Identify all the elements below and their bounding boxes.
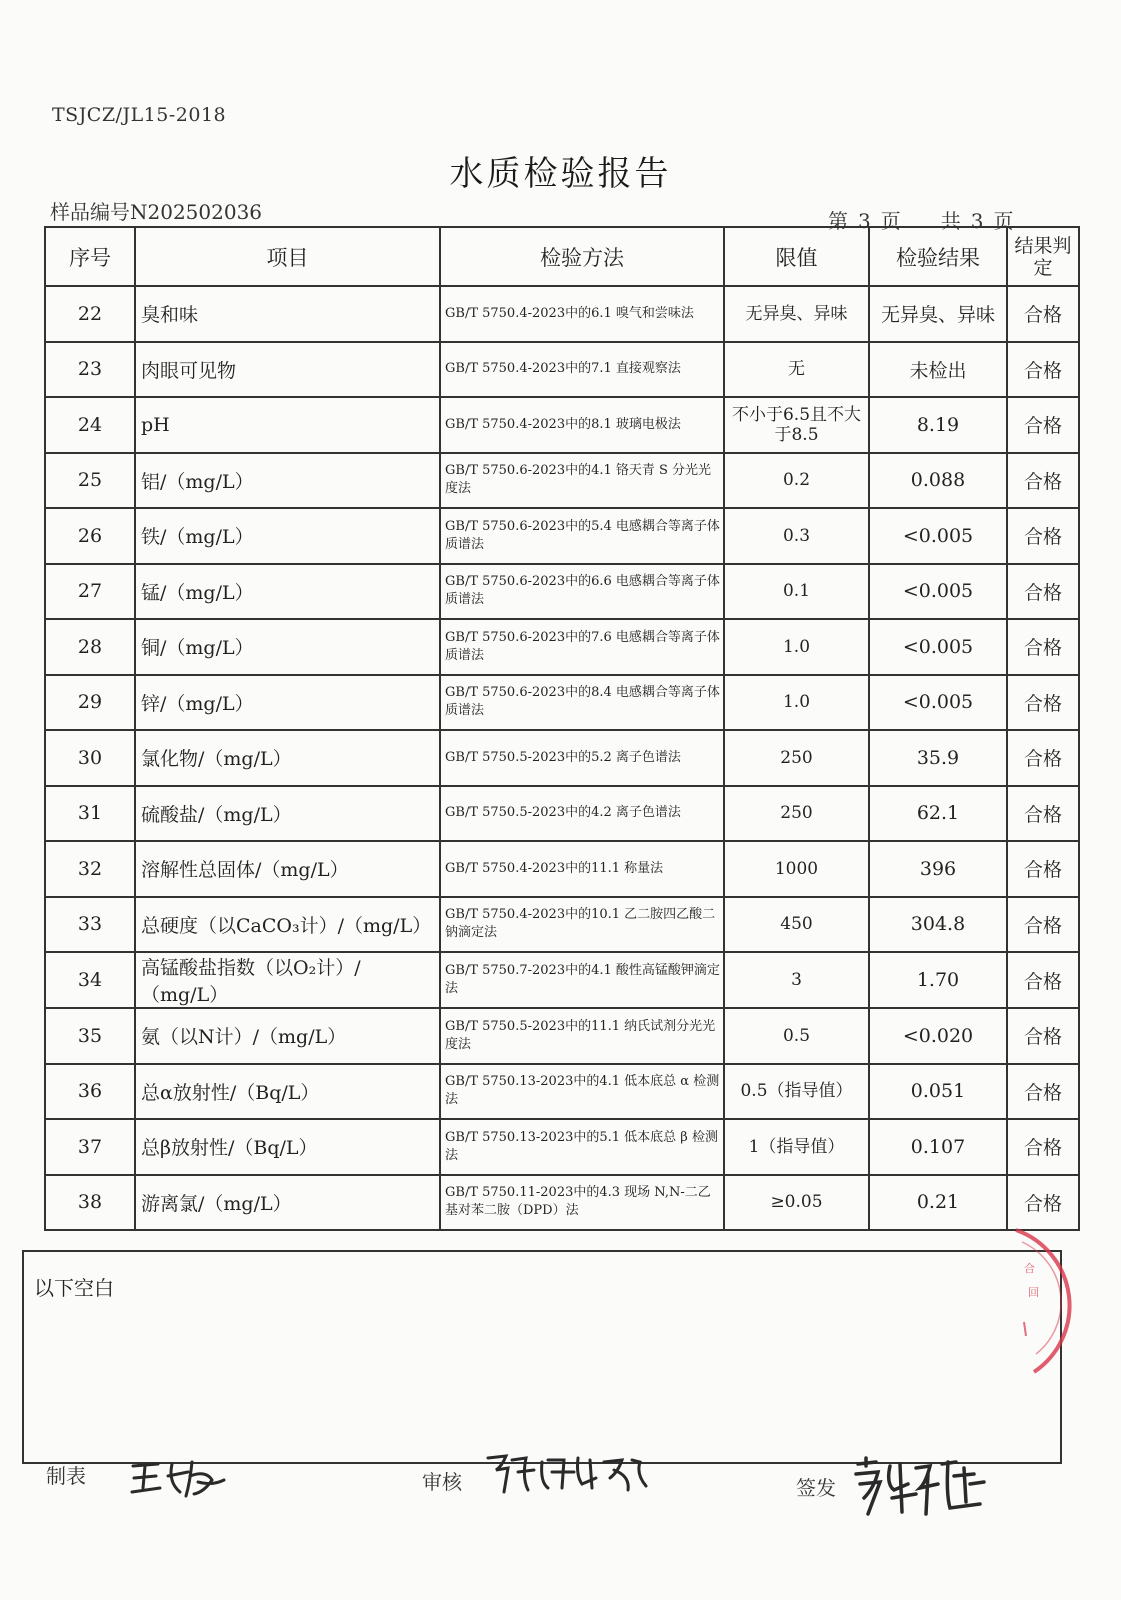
verdict-cell: 合格	[1007, 952, 1079, 1008]
page-word: 页	[880, 209, 901, 233]
row-number-cell: 24	[45, 397, 135, 453]
item-cell: 铁/（mg/L）	[135, 508, 440, 564]
result-cell: 未检出	[869, 342, 1007, 398]
col-header-no: 序号	[45, 227, 135, 286]
result-cell: 无异臭、异味	[869, 286, 1007, 342]
total-prefix: 共	[940, 209, 961, 233]
table-row	[45, 952, 1079, 1008]
table-header-row	[45, 227, 1079, 286]
method-cell: GB/T 5750.4-2023中的8.1 玻璃电极法	[440, 397, 724, 453]
limit-cell: 无	[724, 342, 869, 398]
limit-cell: 1.0	[724, 619, 869, 675]
row-number-cell: 28	[45, 619, 135, 675]
item-cell: 硫酸盐/（mg/L）	[135, 786, 440, 842]
table-row	[45, 453, 1079, 509]
row-number-cell: 26	[45, 508, 135, 564]
approved-by-signature	[850, 1454, 990, 1522]
verdict-cell: 合格	[1007, 841, 1079, 897]
verdict-cell: 合格	[1007, 1008, 1079, 1064]
results-table	[44, 226, 1080, 1231]
limit-cell: 无异臭、异味	[724, 286, 869, 342]
row-number-cell: 30	[45, 730, 135, 786]
result-cell: <0.005	[869, 675, 1007, 731]
verdict-cell: 合格	[1007, 1175, 1079, 1231]
svg-text:合: 合	[1024, 1262, 1035, 1275]
limit-cell: 1（指导值）	[724, 1119, 869, 1175]
item-cell: 游离氯/（mg/L）	[135, 1175, 440, 1231]
limit-cell: 450	[724, 897, 869, 953]
table-row	[45, 508, 1079, 564]
col-header-item: 项目	[135, 227, 440, 286]
result-cell: 396	[869, 841, 1007, 897]
item-cell: pH	[135, 397, 440, 453]
row-number-cell: 27	[45, 564, 135, 620]
method-cell: GB/T 5750.13-2023中的4.1 低本底总 α 检测法	[440, 1064, 724, 1120]
method-cell: GB/T 5750.4-2023中的11.1 称量法	[440, 841, 724, 897]
limit-cell: 1.0	[724, 675, 869, 731]
reviewed-by-signature	[482, 1448, 652, 1498]
verdict-cell: 合格	[1007, 564, 1079, 620]
table-row	[45, 841, 1079, 897]
document-code: TSJCZ/JL15-2018	[52, 104, 227, 126]
result-cell: 0.107	[869, 1119, 1007, 1175]
table-row	[45, 619, 1079, 675]
table-row	[45, 342, 1079, 398]
notes-area	[22, 1250, 1062, 1464]
verdict-cell: 合格	[1007, 342, 1079, 398]
result-cell: 35.9	[869, 730, 1007, 786]
method-cell: GB/T 5750.6-2023中的8.4 电感耦合等离子体质谱法	[440, 675, 724, 731]
col-header-limit: 限值	[724, 227, 869, 286]
table-row	[45, 1064, 1079, 1120]
verdict-cell: 合格	[1007, 786, 1079, 842]
sample-number: 样品编号N202502036	[50, 200, 263, 224]
verdict-cell: 合格	[1007, 1119, 1079, 1175]
item-cell: 铝/（mg/L）	[135, 453, 440, 509]
row-number-cell: 29	[45, 675, 135, 731]
row-number-cell: 35	[45, 1008, 135, 1064]
item-cell: 臭和味	[135, 286, 440, 342]
prepared-by-label: 制表	[46, 1464, 86, 1488]
row-number-cell: 33	[45, 897, 135, 953]
reviewed-by-label: 审核	[422, 1470, 462, 1494]
method-cell: GB/T 5750.11-2023中的4.3 现场 N,N-二乙基对苯二胺（DPD）法	[440, 1175, 724, 1231]
verdict-cell: 合格	[1007, 1064, 1079, 1120]
item-cell: 氯化物/（mg/L）	[135, 730, 440, 786]
table-row	[45, 564, 1079, 620]
table-row	[45, 730, 1079, 786]
method-cell: GB/T 5750.6-2023中的7.6 电感耦合等离子体质谱法	[440, 619, 724, 675]
table-row	[45, 897, 1079, 953]
verdict-cell: 合格	[1007, 508, 1079, 564]
limit-cell: ≥0.05	[724, 1175, 869, 1231]
result-cell: <0.005	[869, 564, 1007, 620]
row-number-cell: 32	[45, 841, 135, 897]
item-cell: 肉眼可见物	[135, 342, 440, 398]
item-cell: 溶解性总固体/（mg/L）	[135, 841, 440, 897]
result-cell: <0.005	[869, 619, 1007, 675]
result-cell: 0.21	[869, 1175, 1007, 1231]
row-number-cell: 31	[45, 786, 135, 842]
method-cell: GB/T 5750.4-2023中的6.1 嗅气和尝味法	[440, 286, 724, 342]
limit-cell: 0.5（指导值）	[724, 1064, 869, 1120]
table-row	[45, 1008, 1079, 1064]
result-cell: <0.005	[869, 508, 1007, 564]
page-prefix: 第	[828, 209, 848, 233]
table-row	[45, 786, 1079, 842]
result-cell: 1.70	[869, 952, 1007, 1008]
method-cell: GB/T 5750.5-2023中的5.2 离子色谱法	[440, 730, 724, 786]
limit-cell: 3	[724, 952, 869, 1008]
row-number-cell: 25	[45, 453, 135, 509]
approved-by-label: 签发	[796, 1476, 836, 1500]
method-cell: GB/T 5750.13-2023中的5.1 低本底总 β 检测法	[440, 1119, 724, 1175]
col-header-result: 检验结果	[869, 227, 1007, 286]
item-cell: 总α放射性/（Bq/L）	[135, 1064, 440, 1120]
limit-cell: 250	[724, 730, 869, 786]
row-number-cell: 36	[45, 1064, 135, 1120]
result-cell: 8.19	[869, 397, 1007, 453]
total-pages: 3	[970, 209, 984, 233]
table-row	[45, 675, 1079, 731]
method-cell: GB/T 5750.6-2023中的5.4 电感耦合等离子体质谱法	[440, 508, 724, 564]
total-word: 页	[993, 209, 1014, 233]
limit-cell: 0.3	[724, 508, 869, 564]
svg-text:回: 回	[1028, 1286, 1039, 1299]
row-number-cell: 34	[45, 952, 135, 1008]
limit-cell: 不小于6.5且不大于8.5	[724, 397, 869, 453]
limit-cell: 0.5	[724, 1008, 869, 1064]
verdict-cell: 合格	[1007, 453, 1079, 509]
verdict-cell: 合格	[1007, 675, 1079, 731]
item-cell: 铜/（mg/L）	[135, 619, 440, 675]
row-number-cell: 37	[45, 1119, 135, 1175]
result-cell: 62.1	[869, 786, 1007, 842]
method-cell: GB/T 5750.6-2023中的4.1 铬天青 S 分光光度法	[440, 453, 724, 509]
official-seal-stamp	[924, 1212, 1084, 1382]
blank-below-note: 以下空白	[34, 1276, 114, 1300]
limit-cell: 0.1	[724, 564, 869, 620]
method-cell: GB/T 5750.5-2023中的11.1 纳氏试剂分光光度法	[440, 1008, 724, 1064]
item-cell: 锌/（mg/L）	[135, 675, 440, 731]
item-cell: 氨（以N计）/（mg/L）	[135, 1008, 440, 1064]
prepared-by-signature	[128, 1452, 228, 1500]
table-row	[45, 286, 1079, 342]
method-cell: GB/T 5750.4-2023中的10.1 乙二胺四乙酸二钠滴定法	[440, 897, 724, 953]
verdict-cell: 合格	[1007, 897, 1079, 953]
limit-cell: 250	[724, 786, 869, 842]
method-cell: GB/T 5750.5-2023中的4.2 离子色谱法	[440, 786, 724, 842]
method-cell: GB/T 5750.6-2023中的6.6 电感耦合等离子体质谱法	[440, 564, 724, 620]
method-cell: GB/T 5750.7-2023中的4.1 酸性高锰酸钾滴定法	[440, 952, 724, 1008]
table-row	[45, 397, 1079, 453]
row-number-cell: 22	[45, 286, 135, 342]
report-title: 水质检验报告	[449, 154, 672, 194]
row-number-cell: 23	[45, 342, 135, 398]
item-cell: 锰/（mg/L）	[135, 564, 440, 620]
result-cell: 0.051	[869, 1064, 1007, 1120]
table-row	[45, 1119, 1079, 1175]
limit-cell: 1000	[724, 841, 869, 897]
verdict-cell: 合格	[1007, 619, 1079, 675]
verdict-cell: 合格	[1007, 397, 1079, 453]
verdict-cell: 合格	[1007, 286, 1079, 342]
item-cell: 高锰酸盐指数（以O₂计）/（mg/L）	[135, 952, 440, 1008]
col-header-method: 检验方法	[440, 227, 724, 286]
item-cell: 总硬度（以CaCO₃计）/（mg/L）	[135, 897, 440, 953]
page-number: 3	[858, 209, 871, 233]
result-cell: <0.020	[869, 1008, 1007, 1064]
row-number-cell: 38	[45, 1175, 135, 1231]
table-body	[45, 286, 1079, 1230]
result-cell: 304.8	[869, 897, 1007, 953]
verdict-cell: 合格	[1007, 730, 1079, 786]
limit-cell: 0.2	[724, 453, 869, 509]
item-cell: 总β放射性/（Bq/L）	[135, 1119, 440, 1175]
col-header-verdict: 结果判定	[1007, 227, 1079, 286]
result-cell: 0.088	[869, 453, 1007, 509]
method-cell: GB/T 5750.4-2023中的7.1 直接观察法	[440, 342, 724, 398]
